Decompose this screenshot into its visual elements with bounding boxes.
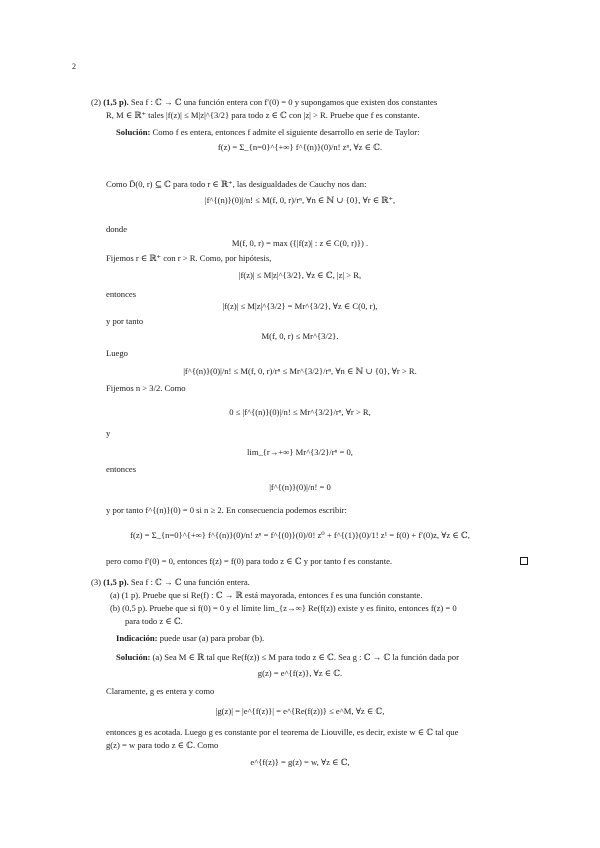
text-y-por-tanto-1: y por tanto bbox=[106, 316, 144, 326]
equation-final-taylor: f(z) = Σ_{n=0}^{+∞} f^{(n)}(0)/n! zⁿ = f^{(0)}(0)/0! z⁰ + f^{(1)}(0)/1! z¹ = f(0) + f′(0)z, ∀z ∈ ℂ, bbox=[130, 530, 470, 540]
equation-M-definition: M(f, 0, r) = max ({|f(z)| : z ∈ C(0, r)}) . bbox=[231, 238, 369, 248]
hint-text: puede usar (a) para probar (b). bbox=[159, 633, 265, 643]
text-liouville-line2: g(z) = w para todo z ∈ ℂ. Como bbox=[106, 740, 219, 750]
problem-2-number: (2) bbox=[91, 97, 102, 107]
equation-exp-f: e^{f(z)} = g(z) = w, ∀z ∈ ℂ, bbox=[250, 757, 350, 767]
text-fijemos-r: Fijemos r ∈ ℝ⁺ con r > R. Como, por hipótesis, bbox=[106, 253, 272, 263]
equation-circle-bound: |f(z)| ≤ M|z|^{3/2} = Mr^{3/2}, ∀z ∈ C(0, r), bbox=[222, 301, 378, 311]
problem-3-part-b-line2: para todo z ∈ ℂ. bbox=[125, 616, 183, 626]
problem-3-line1: Sea f : ℂ → ℂ una función entera. bbox=[130, 577, 250, 587]
solution-2-label: Solución: bbox=[116, 127, 151, 137]
problem-3-number: (3) bbox=[91, 577, 102, 587]
solution-3-intro bbox=[116, 652, 459, 663]
text-fijemos-n: Fijemos n > 3/2. Como bbox=[106, 383, 186, 393]
hint-label: Indicación: bbox=[116, 633, 158, 643]
solution-2-intro bbox=[116, 127, 420, 138]
problem-3-points: (1,5 p). bbox=[103, 577, 129, 587]
solution-3-line1: (a) Sea M ∈ ℝ tal que Re(f(z)) ≤ M para todo z ∈ ℂ. Sea g : ℂ → ℂ la función dada por bbox=[152, 652, 459, 662]
text-donde: donde bbox=[106, 224, 128, 234]
problem-2-statement bbox=[91, 97, 437, 108]
problem-3-statement bbox=[91, 577, 250, 588]
page-number: 2 bbox=[72, 62, 76, 71]
equation-M-bound: M(f, 0, r) ≤ Mr^{3/2}. bbox=[261, 331, 339, 341]
problem-3-part-b-line1: (b) (0,5 p). Pruebe que si f(0) = 0 y el límite lim_{z→∞} Re(f(z)) existe y es finito, entonces f(z) = 0 bbox=[110, 603, 457, 613]
text-y-por-tanto-2: y por tanto f^{(n)}(0) = 0 si n ≥ 2. En consecuencia podemos escribir: bbox=[106, 505, 347, 515]
text-liouville-line1: entonces g es acotada. Luego g es constante por el teorema de Liouville, es decir, existe w ∈ ℂ tal que bbox=[106, 727, 459, 737]
equation-cauchy: |f^{(n)}(0)|/n! ≤ M(f, 0, r)/rⁿ, ∀n ∈ ℕ ∪ {0}, ∀r ∈ ℝ⁺, bbox=[204, 195, 396, 205]
equation-limit: lim_{r→+∞} Mr^{3/2}/rⁿ = 0, bbox=[247, 447, 353, 457]
qed-square-icon bbox=[520, 557, 528, 565]
equation-taylor: f(z) = Σ_{n=0}^{+∞} f^{(n)}(0)/n! zⁿ, ∀z ∈ ℂ. bbox=[217, 142, 383, 152]
text-como-cauchy: Como D̄(0, r) ⊆ ℂ para todo r ∈ ℝ⁺, las desigualdades de Cauchy nos dan: bbox=[106, 179, 367, 189]
equation-luego: |f^{(n)}(0)|/n! ≤ M(f, 0, r)/rⁿ ≤ Mr^{3/2}/rⁿ, ∀n ∈ ℕ ∪ {0}, ∀r > R. bbox=[183, 366, 417, 376]
equation-g-definition: g(z) = e^{f(z)}, ∀z ∈ ℂ. bbox=[257, 668, 343, 678]
equation-g-bound: |g(z)| = |e^{f(z)}| = e^{Re(f(z))} ≤ e^M, ∀z ∈ ℂ, bbox=[215, 706, 385, 716]
solution-3-label: Solución: bbox=[116, 652, 151, 662]
equation-coefficient-zero: |f^{(n)}(0)|/n! = 0 bbox=[269, 482, 331, 492]
text-y: y bbox=[106, 428, 111, 438]
text-luego: Luego bbox=[106, 348, 128, 358]
text-entonces-1: entonces bbox=[106, 289, 137, 299]
equation-hypothesis: |f(z)| ≤ M|z|^{3/2}, ∀z ∈ ℂ, |z| > R, bbox=[238, 270, 362, 280]
problem-3-part-a: (a) (1 p). Pruebe que si Re(f) : ℂ → ℝ está mayorada, entonces f es una función constante. bbox=[110, 590, 423, 600]
problem-2-line1: Sea f : ℂ → ℂ una función entera con f′(0) = 0 y supongamos que existen dos constantes bbox=[130, 97, 438, 107]
text-entonces-2: entonces bbox=[106, 464, 137, 474]
text-claramente: Claramente, g es entera y como bbox=[106, 686, 215, 696]
problem-2-points: (1,5 p). bbox=[103, 97, 129, 107]
problem-3-hint bbox=[116, 633, 264, 644]
text-conclusion: pero como f′(0) = 0, entonces f(z) = f(0) para todo z ∈ ℂ y por tanto f es constante. bbox=[106, 556, 393, 566]
problem-2-line2: R, M ∈ ℝ⁺ tales |f(z)| ≤ M|z|^{3/2} para todo z ∈ ℂ con |z| > R. Pruebe que f es constante. bbox=[106, 110, 420, 120]
equation-inequality-chain: 0 ≤ |f^{(n)}(0)|/n! ≤ Mr^{3/2}/rⁿ, ∀r > R, bbox=[229, 407, 371, 417]
solution-2-line1: Como f es entera, entonces f admite el siguiente desarrollo en serie de Taylor: bbox=[152, 127, 420, 137]
